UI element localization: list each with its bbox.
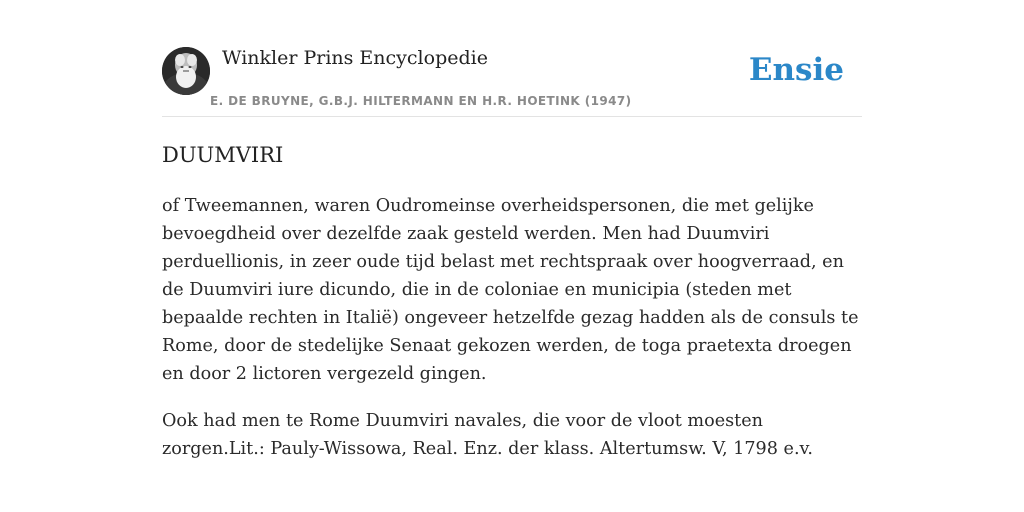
article-title: DUUMVIRI (162, 143, 284, 167)
bearded-man-portrait-icon (162, 47, 210, 95)
article-paragraph: Ook had men te Rome Duumviri navales, die voor de vloot moesten zorgen.Lit.: Pauly-Wissowa, Real. Enz. der klass. Altertumsw. V, 1798 e.v. (162, 411, 813, 459)
article-body (162, 192, 862, 463)
author-avatar[interactable] (162, 47, 210, 95)
source-authors: E. DE BRUYNE, G.B.J. HILTERMANN EN H.R. HOETINK (1947) (210, 94, 632, 108)
article-paragraph: of Tweemannen, waren Oudromeinse overheidspersonen, die met gelijke bevoegdheid over dezelfde zaak gesteld werden. Men had Duumviri perduellionis, in zeer oude tijd belast met rechtspraak over hoogverraad, en de Duumviri iure dicundo, die in de coloniae en municipia (steden met bepaalde rechten in Italië) ongeveer hetzelfde gezag hadden als de consuls te Rome, door de stedelijke Senaat gekozen werden, de toga praetexta droegen en door 2 lictoren vergezeld gingen. (162, 196, 859, 384)
source-header (162, 44, 862, 117)
source-title[interactable]: Winkler Prins Encyclopedie (222, 47, 488, 69)
article (162, 140, 862, 463)
brand-logo[interactable]: Ensie (748, 52, 844, 88)
